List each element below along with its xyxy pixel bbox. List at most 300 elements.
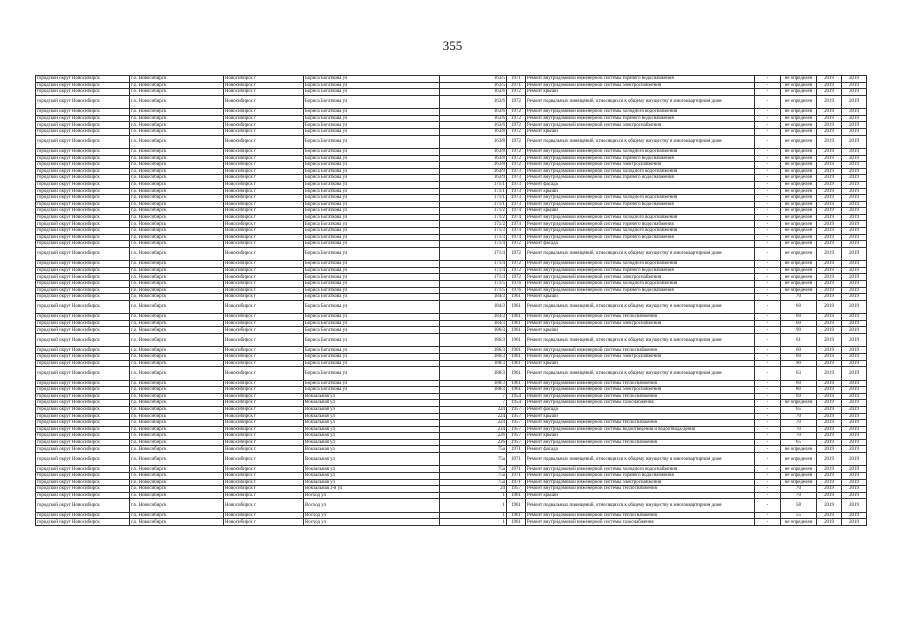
table-row xyxy=(36,453,867,466)
cell-year-start: 2019 xyxy=(817,221,842,228)
cell-year-end: 2019 xyxy=(842,294,867,301)
cell-work-type: Ремонт крыши xyxy=(526,89,755,96)
cell-city: Новосибирск г xyxy=(224,400,304,407)
cell-work-type: Ремонт внутридомовой инженерной системы холодного водоснабжения xyxy=(526,109,755,116)
cell-street: Бориса Богаткова ул xyxy=(304,155,440,162)
cell-work-type: Ремонт внутридомовой инженерной системы горячего водоснабжения xyxy=(526,175,755,182)
cell-cost: не определен xyxy=(781,162,817,169)
table-row xyxy=(36,168,867,175)
cell-street: Бориса Богаткова ул xyxy=(304,82,440,89)
table-row xyxy=(36,387,867,394)
cell-dash: - xyxy=(755,228,781,235)
cell-settlement: г.о. Новосибирск xyxy=(130,486,224,493)
cell-street: Вокзальная ул xyxy=(304,453,440,466)
cell-year-end: 2019 xyxy=(842,320,867,327)
cell-dash: - xyxy=(755,406,781,413)
cell-street: Бориса Богаткова ул xyxy=(304,175,440,182)
cell-year-start: 2019 xyxy=(817,188,842,195)
cell-year-start: 2019 xyxy=(817,241,842,248)
cell-cost: не определен xyxy=(781,479,817,486)
table-row xyxy=(36,347,867,354)
cell-settlement: г.о. Новосибирск xyxy=(130,433,224,440)
cell-work-type: Ремонт внутридомовой инженерной системы теплоснабжения xyxy=(526,347,755,354)
cell-cost: не определен xyxy=(781,261,817,268)
cell-settlement: г.о. Новосибирск xyxy=(130,367,224,380)
table-row xyxy=(36,148,867,155)
cell-street: Бориса Богаткова ул xyxy=(304,188,440,195)
cell-house: 1 xyxy=(440,499,507,512)
cell-cost: 70 xyxy=(781,486,817,493)
table-row xyxy=(36,367,867,380)
table-row xyxy=(36,128,867,135)
cell-cost: 70 xyxy=(781,492,817,499)
table-row xyxy=(36,208,867,215)
cell-year: 1961 xyxy=(507,294,526,301)
cell-house: 163/8 xyxy=(440,162,507,169)
cell-dash: - xyxy=(755,300,781,313)
cell-cost: не определен xyxy=(781,241,817,248)
cell-year-end: 2019 xyxy=(842,499,867,512)
cell-work-type: Ремонт фасада xyxy=(526,181,755,188)
table-row xyxy=(36,201,867,208)
cell-work-type: Ремонт внутридомовой инженерной системы водоотведения и водоотвода/дения xyxy=(526,426,755,433)
cell-city: Новосибирск г xyxy=(224,479,304,486)
cell-district: городской округ Новосибирск xyxy=(36,188,130,195)
cell-year-end: 2019 xyxy=(842,274,867,281)
cell-dash: - xyxy=(755,195,781,202)
cell-year-start: 2019 xyxy=(817,82,842,89)
cell-district: городской округ Новосибирск xyxy=(36,294,130,301)
cell-work-type: Ремонт подвальных помещений, относящихся к общему имуществу в многоквартирном доме xyxy=(526,95,755,108)
cell-year-end: 2019 xyxy=(842,314,867,321)
cell-dash: - xyxy=(755,353,781,360)
cell-work-type: Ремонт подвальных помещений, относящихся к общему имуществу в многоквартирном доме xyxy=(526,367,755,380)
cell-dash: - xyxy=(755,420,781,427)
cell-year-end: 2019 xyxy=(842,168,867,175)
table-row xyxy=(36,195,867,202)
cell-street: Вокзальная ул xyxy=(304,473,440,480)
cell-dash: - xyxy=(755,155,781,162)
cell-street: Бориса Богаткова ул xyxy=(304,195,440,202)
cell-street: Бориса Богаткова ул xyxy=(304,181,440,188)
cell-district: городской округ Новосибирск xyxy=(36,109,130,116)
table-row xyxy=(36,439,867,446)
table-row xyxy=(36,181,867,188)
cell-house: 75а xyxy=(440,453,507,466)
cell-house: 171/1 xyxy=(440,201,507,208)
cell-city: Новосибирск г xyxy=(224,274,304,281)
cell-dash: - xyxy=(755,267,781,274)
cell-house: 171/5 xyxy=(440,287,507,294)
cell-house: 188/3 xyxy=(440,360,507,367)
cell-year-start: 2019 xyxy=(817,294,842,301)
cell-house: 163/5 xyxy=(440,82,507,89)
cell-year-end: 2019 xyxy=(842,122,867,129)
cell-year-end: 2019 xyxy=(842,347,867,354)
cell-year-start: 2019 xyxy=(817,426,842,433)
cell-dash: - xyxy=(755,234,781,241)
cell-settlement: г.о. Новосибирск xyxy=(130,333,224,346)
cell-street: Бориса Богаткова ул xyxy=(304,241,440,248)
table-row xyxy=(36,320,867,327)
cell-street: Бориса Богаткова ул xyxy=(304,228,440,235)
table-row xyxy=(36,413,867,420)
cell-dash: - xyxy=(755,148,781,155)
cell-year-start: 2019 xyxy=(817,247,842,260)
cell-year-start: 2019 xyxy=(817,387,842,394)
cell-district: городской округ Новосибирск xyxy=(36,181,130,188)
cell-district: городской округ Новосибирск xyxy=(36,281,130,288)
cell-cost: не определен xyxy=(781,82,817,89)
cell-district: городской округ Новосибирск xyxy=(36,168,130,175)
table-row xyxy=(36,327,867,334)
cell-house: 188/3 xyxy=(440,387,507,394)
cell-year: 1972 xyxy=(507,122,526,129)
cell-street: Бориса Богаткова ул xyxy=(304,267,440,274)
cell-work-type: Ремонт внутридомовой инженерной системы газоснабжения xyxy=(526,400,755,407)
table-row xyxy=(36,95,867,108)
cell-district: городской округ Новосибирск xyxy=(36,247,130,260)
cell-year-end: 2019 xyxy=(842,181,867,188)
cell-year-end: 2019 xyxy=(842,109,867,116)
cell-city: Новосибирск г xyxy=(224,433,304,440)
cell-house: 163/6 xyxy=(440,89,507,96)
cell-city: Новосибирск г xyxy=(224,499,304,512)
cell-city: Новосибирск г xyxy=(224,492,304,499)
cell-cost: не определен xyxy=(781,155,817,162)
table-row xyxy=(36,512,867,519)
cell-work-type: Ремонт внутридомовой инженерной системы горячего водоснабжения xyxy=(526,473,755,480)
cell-dash: - xyxy=(755,281,781,288)
cell-year: 1961 xyxy=(507,360,526,367)
cell-district: городской округ Новосибирск xyxy=(36,400,130,407)
cell-work-type: Ремонт подвальных помещений, относящихся к общему имуществу в многоквартирном доме xyxy=(526,247,755,260)
cell-work-type: Ремонт внутридомовой инженерной системы электроснабжения xyxy=(526,162,755,169)
cell-year-end: 2019 xyxy=(842,393,867,400)
cell-street: Восход ул xyxy=(304,499,440,512)
cell-cost: 63 xyxy=(781,367,817,380)
cell-house: 75а xyxy=(440,479,507,486)
cell-street: Бориса Богаткова ул xyxy=(304,221,440,228)
cell-settlement: г.о. Новосибирск xyxy=(130,128,224,135)
cell-work-type: Ремонт подвальных помещений, относящихся к общему имуществу в многоквартирном доме xyxy=(526,300,755,313)
cell-year-start: 2019 xyxy=(817,314,842,321)
table-row xyxy=(36,214,867,221)
cell-year-start: 2019 xyxy=(817,446,842,453)
cell-district: городской округ Новосибирск xyxy=(36,453,130,466)
cell-city: Новосибирск г xyxy=(224,201,304,208)
cell-settlement: г.о. Новосибирск xyxy=(130,162,224,169)
cell-street: Бориса Богаткова ул xyxy=(304,128,440,135)
table-row xyxy=(36,479,867,486)
cell-work-type: Ремонт внутридомовой инженерной системы теплоснабжения xyxy=(526,486,755,493)
cell-year: 1972 xyxy=(507,128,526,135)
cell-settlement: г.о. Новосибирск xyxy=(130,168,224,175)
cell-settlement: г.о. Новосибирск xyxy=(130,115,224,122)
cell-district: городской округ Новосибирск xyxy=(36,320,130,327)
cell-cost: 60 xyxy=(781,314,817,321)
table-row xyxy=(36,234,867,241)
cell-dash: - xyxy=(755,76,781,83)
cell-cost: не определен xyxy=(781,400,817,407)
cell-district: городской округ Новосибирск xyxy=(36,466,130,473)
cell-house: 163/5 xyxy=(440,76,507,83)
cell-district: городской округ Новосибирск xyxy=(36,115,130,122)
cell-city: Новосибирск г xyxy=(224,360,304,367)
cell-cost: 70 xyxy=(781,294,817,301)
cell-year-end: 2019 xyxy=(842,188,867,195)
cell-year: 1961 xyxy=(507,387,526,394)
cell-dash: - xyxy=(755,201,781,208)
cell-house: 186/3 xyxy=(440,327,507,334)
cell-city: Новосибирск г xyxy=(224,512,304,519)
table-row xyxy=(36,221,867,228)
cell-cost: не определен xyxy=(781,128,817,135)
cell-year: 1961 xyxy=(507,367,526,380)
cell-year-end: 2019 xyxy=(842,287,867,294)
cell-street: Вокзальная ул xyxy=(304,439,440,446)
cell-year-start: 2019 xyxy=(817,499,842,512)
cell-city: Новосибирск г xyxy=(224,420,304,427)
cell-dash: - xyxy=(755,486,781,493)
cell-year: 1961 xyxy=(507,327,526,334)
cell-city: Новосибирск г xyxy=(224,175,304,182)
cell-house: 7 xyxy=(440,393,507,400)
cell-city: Новосибирск г xyxy=(224,300,304,313)
cell-year-start: 2019 xyxy=(817,453,842,466)
cell-cost: не определен xyxy=(781,234,817,241)
cell-year-start: 2019 xyxy=(817,479,842,486)
table-row xyxy=(36,420,867,427)
cell-cost: не определен xyxy=(781,188,817,195)
cell-year-start: 2019 xyxy=(817,466,842,473)
cell-district: городской округ Новосибирск xyxy=(36,499,130,512)
cell-settlement: г.о. Новосибирск xyxy=(130,181,224,188)
cell-year-start: 2019 xyxy=(817,380,842,387)
cell-city: Новосибирск г xyxy=(224,466,304,473)
cell-dash: - xyxy=(755,135,781,148)
cell-year-start: 2019 xyxy=(817,367,842,380)
table-row xyxy=(36,519,867,526)
cell-work-type: Ремонт внутридомовой инженерной системы горячего водоснабжения xyxy=(526,76,755,83)
cell-work-type: Ремонт фасада xyxy=(526,446,755,453)
cell-year: 1972 xyxy=(507,115,526,122)
cell-dash: - xyxy=(755,82,781,89)
table-row xyxy=(36,380,867,387)
cell-district: городской округ Новосибирск xyxy=(36,300,130,313)
cell-street: Восход ул xyxy=(304,512,440,519)
cell-year-start: 2019 xyxy=(817,512,842,519)
table-row xyxy=(36,433,867,440)
cell-city: Новосибирск г xyxy=(224,367,304,380)
cell-house: 1 xyxy=(440,519,507,526)
cell-year-start: 2019 xyxy=(817,267,842,274)
cell-year: 1971 xyxy=(507,82,526,89)
cell-year-start: 2019 xyxy=(817,406,842,413)
cell-settlement: г.о. Новосибирск xyxy=(130,320,224,327)
cell-street: Бориса Богаткова ул xyxy=(304,353,440,360)
cell-city: Новосибирск г xyxy=(224,89,304,96)
cell-year-end: 2019 xyxy=(842,267,867,274)
cell-house: 163/6 xyxy=(440,95,507,108)
cell-street: Бориса Богаткова ул xyxy=(304,294,440,301)
cell-city: Новосибирск г xyxy=(224,115,304,122)
cell-dash: - xyxy=(755,433,781,440)
cell-street: Вокзальная 2-я ул xyxy=(304,486,440,493)
cell-city: Новосибирск г xyxy=(224,148,304,155)
cell-street: Бориса Богаткова ул xyxy=(304,300,440,313)
cell-cost: не определен xyxy=(781,89,817,96)
cell-dash: - xyxy=(755,413,781,420)
cell-district: городской округ Новосибирск xyxy=(36,155,130,162)
cell-dash: - xyxy=(755,188,781,195)
cell-settlement: г.о. Новосибирск xyxy=(130,413,224,420)
cell-city: Новосибирск г xyxy=(224,406,304,413)
cell-work-type: Ремонт крыши xyxy=(526,208,755,215)
cell-year-end: 2019 xyxy=(842,333,867,346)
cell-settlement: г.о. Новосибирск xyxy=(130,453,224,466)
cell-house: 186/3 xyxy=(440,347,507,354)
cell-city: Новосибирск г xyxy=(224,168,304,175)
cell-year-end: 2019 xyxy=(842,512,867,519)
cell-settlement: г.о. Новосибирск xyxy=(130,281,224,288)
cell-cost: не определен xyxy=(781,201,817,208)
cell-year-end: 2019 xyxy=(842,95,867,108)
cell-house: 171/1 xyxy=(440,195,507,202)
cell-cost: не определен xyxy=(781,76,817,83)
cell-year-end: 2019 xyxy=(842,360,867,367)
cell-district: городской округ Новосибирск xyxy=(36,380,130,387)
cell-year-end: 2019 xyxy=(842,367,867,380)
cell-year-end: 2019 xyxy=(842,261,867,268)
cell-year-end: 2019 xyxy=(842,426,867,433)
cell-cost: 70 xyxy=(781,433,817,440)
cell-district: городской округ Новосибирск xyxy=(36,128,130,135)
cell-year-start: 2019 xyxy=(817,155,842,162)
cell-city: Новосибирск г xyxy=(224,314,304,321)
cell-year: 1972 xyxy=(507,109,526,116)
cell-house: 163/6 xyxy=(440,122,507,129)
cell-settlement: г.о. Новосибирск xyxy=(130,82,224,89)
cell-street: Бориса Богаткова ул xyxy=(304,274,440,281)
cell-settlement: г.о. Новосибирск xyxy=(130,214,224,221)
cell-year-start: 2019 xyxy=(817,519,842,526)
cell-house: 75а xyxy=(440,466,507,473)
cell-year-end: 2019 xyxy=(842,115,867,122)
cell-district: городской округ Новосибирск xyxy=(36,148,130,155)
cell-dash: - xyxy=(755,360,781,367)
cell-city: Новосибирск г xyxy=(224,387,304,394)
cell-street: Вокзальная ул xyxy=(304,426,440,433)
cell-house: 171/4 xyxy=(440,261,507,268)
cell-year: 1957 xyxy=(507,486,526,493)
cell-district: городской округ Новосибирск xyxy=(36,486,130,493)
cell-city: Новосибирск г xyxy=(224,155,304,162)
cell-street: Бориса Богаткова ул xyxy=(304,201,440,208)
cell-year-start: 2019 xyxy=(817,168,842,175)
cell-year-end: 2019 xyxy=(842,380,867,387)
cell-street: Бориса Богаткова ул xyxy=(304,261,440,268)
cell-settlement: г.о. Новосибирск xyxy=(130,135,224,148)
cell-year: 1974 xyxy=(507,214,526,221)
cell-year: 1957 xyxy=(507,406,526,413)
cell-dash: - xyxy=(755,115,781,122)
table-row xyxy=(36,486,867,493)
cell-house: 171/4 xyxy=(440,247,507,260)
table-row xyxy=(36,281,867,288)
cell-year: 1971 xyxy=(507,76,526,83)
cell-district: городской округ Новосибирск xyxy=(36,406,130,413)
cell-house: 171/1 xyxy=(440,181,507,188)
table-row xyxy=(36,426,867,433)
cell-year-start: 2019 xyxy=(817,274,842,281)
cell-district: городской округ Новосибирск xyxy=(36,287,130,294)
cell-street: Бориса Богаткова ул xyxy=(304,387,440,394)
table-row xyxy=(36,333,867,346)
cell-cost: не определен xyxy=(781,221,817,228)
cell-street: Бориса Богаткова ул xyxy=(304,95,440,108)
cell-year: 1971 xyxy=(507,479,526,486)
cell-year-end: 2019 xyxy=(842,228,867,235)
cell-settlement: г.о. Новосибирск xyxy=(130,188,224,195)
cell-house: 163/8 xyxy=(440,148,507,155)
table-row xyxy=(36,89,867,96)
cell-settlement: г.о. Новосибирск xyxy=(130,274,224,281)
cell-work-type: Ремонт крыши xyxy=(526,492,755,499)
cell-district: городской округ Новосибирск xyxy=(36,420,130,427)
cell-house: 24 xyxy=(440,486,507,493)
cell-year-end: 2019 xyxy=(842,466,867,473)
cell-work-type: Ремонт внутридомовой инженерной системы горячего водоснабжения xyxy=(526,221,755,228)
cell-district: городской округ Новосибирск xyxy=(36,95,130,108)
cell-city: Новосибирск г xyxy=(224,221,304,228)
cell-district: городской округ Новосибирск xyxy=(36,208,130,215)
cell-cost: не определен xyxy=(781,168,817,175)
cell-city: Новосибирск г xyxy=(224,281,304,288)
cell-cost: не определен xyxy=(781,287,817,294)
cell-dash: - xyxy=(755,367,781,380)
cell-dash: - xyxy=(755,274,781,281)
cell-year: 1972 xyxy=(507,261,526,268)
cell-year: 1954 xyxy=(507,400,526,407)
cell-year-start: 2019 xyxy=(817,486,842,493)
cell-settlement: г.о. Новосибирск xyxy=(130,512,224,519)
document-sheet xyxy=(35,75,867,526)
cell-street: Бориса Богаткова ул xyxy=(304,109,440,116)
cell-house: 184/3 xyxy=(440,314,507,321)
cell-year-start: 2019 xyxy=(817,175,842,182)
cell-district: городской округ Новосибирск xyxy=(36,353,130,360)
cell-street: Вокзальная ул xyxy=(304,433,440,440)
cell-year-start: 2019 xyxy=(817,320,842,327)
cell-year-start: 2019 xyxy=(817,261,842,268)
cell-year-start: 2019 xyxy=(817,281,842,288)
cell-district: городской округ Новосибирск xyxy=(36,367,130,380)
cell-house: 1 xyxy=(440,512,507,519)
cell-street: Бориса Богаткова ул xyxy=(304,360,440,367)
cell-year: 1972 xyxy=(507,95,526,108)
cell-work-type: Ремонт внутридомовой инженерной системы горячего водоснабжения xyxy=(526,287,755,294)
cell-district: городской округ Новосибирск xyxy=(36,446,130,453)
cell-settlement: г.о. Новосибирск xyxy=(130,122,224,129)
cell-year-start: 2019 xyxy=(817,333,842,346)
cell-city: Новосибирск г xyxy=(224,128,304,135)
cell-year: 1971 xyxy=(507,453,526,466)
cell-city: Новосибирск г xyxy=(224,234,304,241)
cell-district: городской округ Новосибирск xyxy=(36,519,130,526)
cell-street: Бориса Богаткова ул xyxy=(304,333,440,346)
cell-street: Восход ул xyxy=(304,519,440,526)
